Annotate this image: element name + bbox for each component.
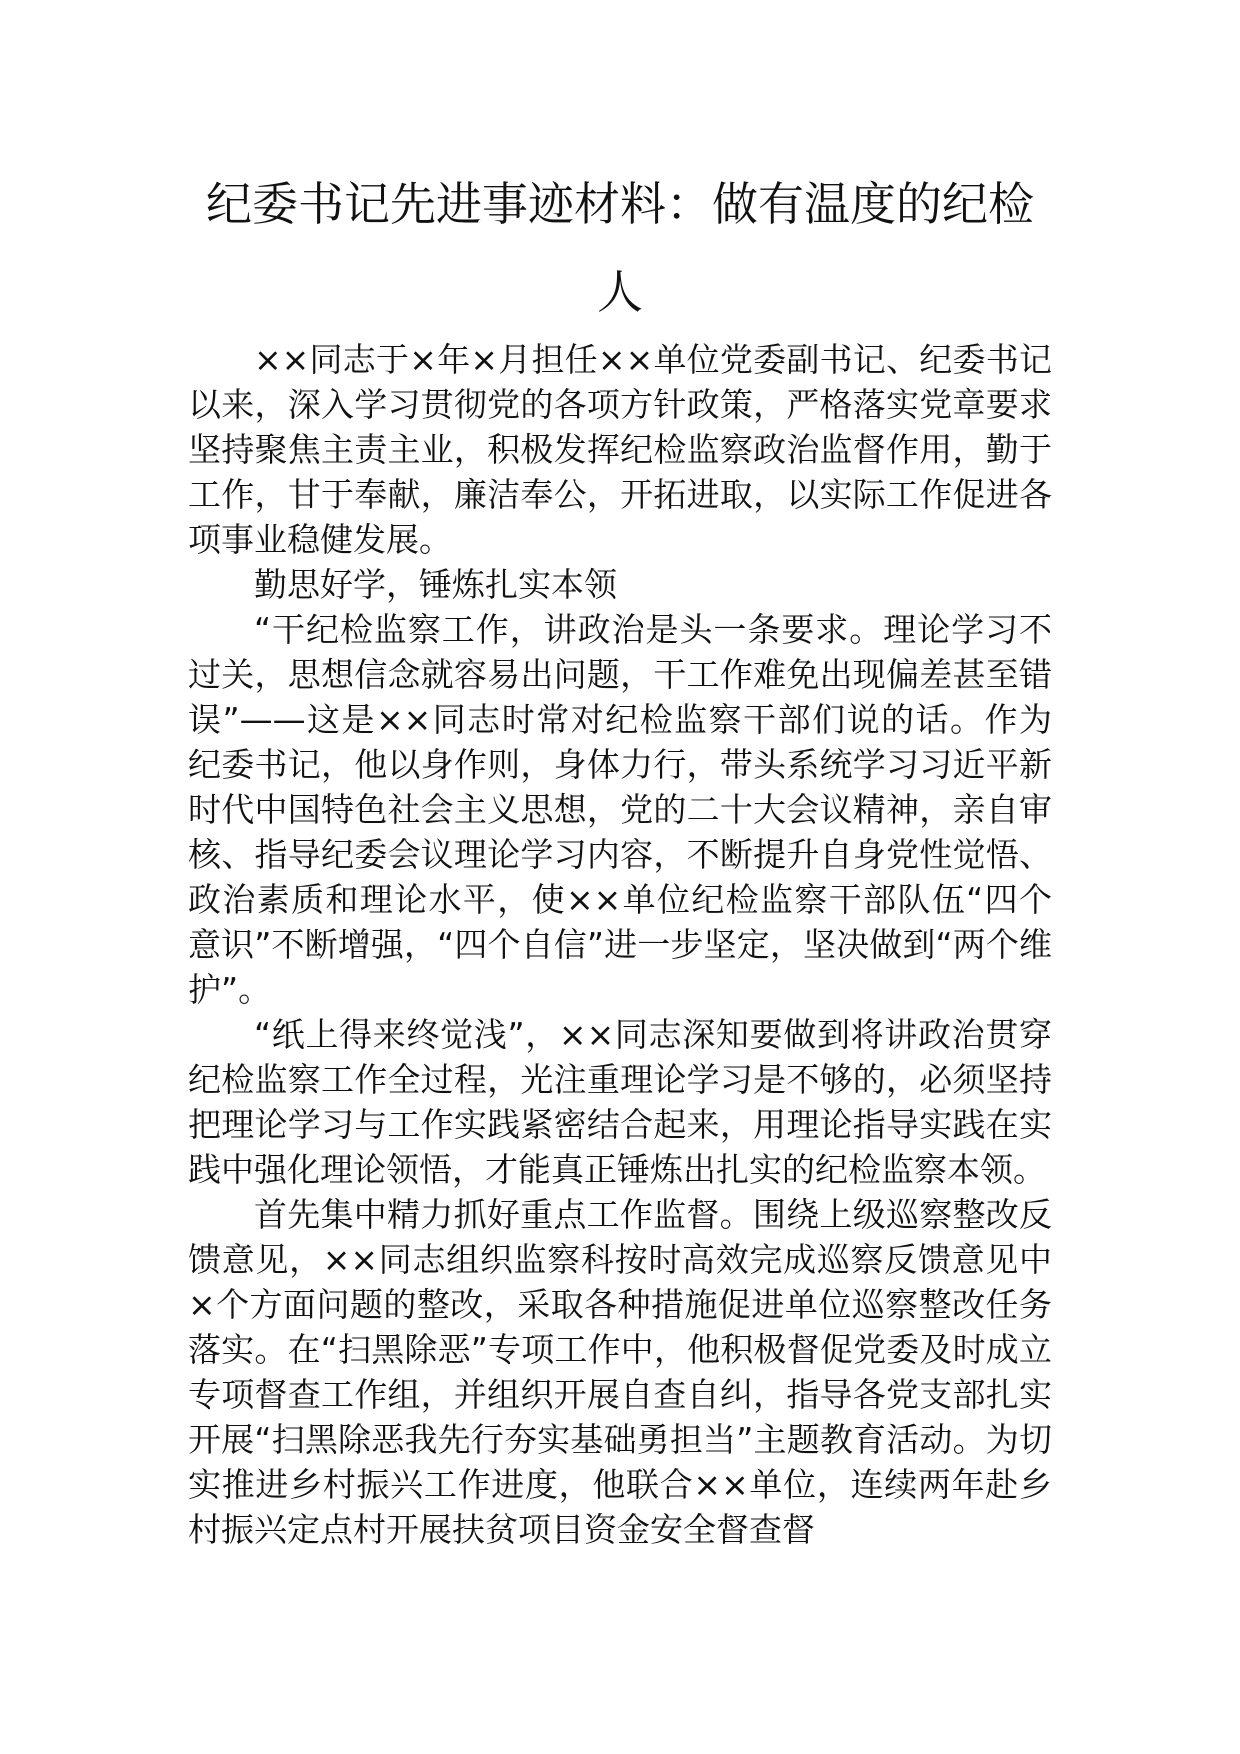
paragraph-intro: ××同志于×年×月担任××单位党委副书记、纪委书记以来，深入学习贯彻党的各项方针政策，严格落实党章要求坚持聚焦主责主业，积极发挥纪检监察政治监督作用，勤于工作，甘于奉献，廉洁奉公，开拓进取，以实际工作促进各项事业稳健发展。: [188, 340, 1052, 559]
paragraph: 首先集中精力抓好重点工作监督。围绕上级巡察整改反馈意见，××同志组织监察科按时高效完成巡察反馈意见中×个方面问题的整改，采取各种措施促进单位巡察整改任务落实。在“扫黑除恶”专项工作中，他积极督促党委及时成立专项督查工作组，并组织开展自查自纠，指导各党支部扎实开展“扫黑除恶我先行夯实基础勇担当”主题教育活动。为切实推进乡村振兴工作进度，他联合××单位，连续两年赴乡村振兴定点村开展扶贫项目资金安全督查督: [188, 1195, 1052, 1549]
paragraph: “纸上得来终觉浅”，××同志深知要做到将讲政治贯穿纪检监察工作全过程，光注重理论学习是不够的，必须坚持把理论学习与工作实践紧密结合起来，用理论指导实践在实践中强化理论领悟，才能真正锤炼出扎实的纪检监察本领。: [188, 1015, 1052, 1189]
document-body: [188, 337, 1052, 1552]
document-title: 纪委书记先进事迹材料：做有温度的纪检人: [206, 177, 1034, 319]
paragraph: “干纪检监察工作，讲政治是头一条要求。理论学习不过关，思想信念就容易出问题，干工作难免出现偏差甚至错误”——这是××同志时常对纪检监察干部们说的话。作为纪委书记，他以身作则，身体力行，带头系统学习习近平新时代中国特色社会主义思想，党的二十大会议精神，亲自审核、指导纪委会议理论学习内容，不断提升自身党性觉悟、政治素质和理论水平，使××单位纪检监察干部队伍“四个意识”不断增强，“四个自信”进一步坚定，坚决做到“两个维护”。: [188, 610, 1052, 1009]
section-heading: 勤思好学，锤炼扎实本领: [254, 565, 617, 604]
